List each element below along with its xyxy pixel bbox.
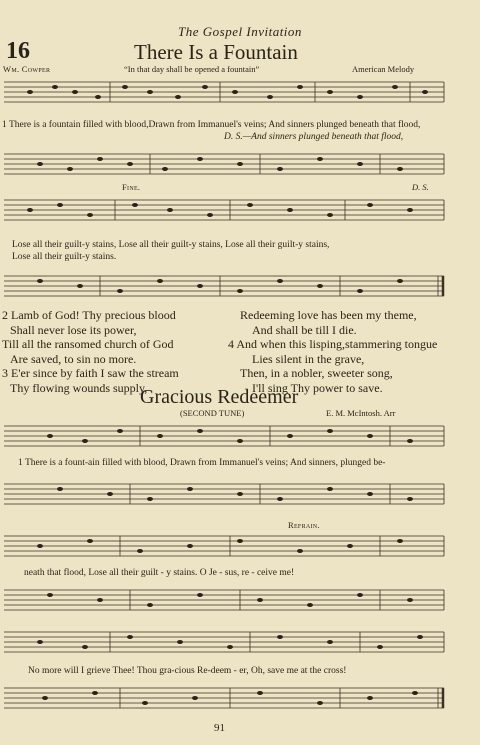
lyric-line: No more will I grieve Thee! Thou gra-cious Re-deem - er, Oh, save me at the cross!	[28, 666, 347, 676]
refrain-marking: Refrain.	[288, 520, 320, 530]
music-staff	[0, 472, 448, 518]
lyric-line: 1 There is a fountain filled with blood,Drawn from Immanuel's veins; And sinners plunged beneath that flood,	[2, 120, 421, 130]
lyric-line: neath that flood, Lose all their guilt - y stains. O Je - sus, re - ceive me!	[24, 568, 295, 578]
hymn-subtitle: (SECOND TUNE)	[180, 408, 245, 418]
verse-line: Thy flowing wounds supply,	[10, 380, 148, 395]
hymn-title: There Is a Fountain	[134, 40, 298, 64]
verses-left	[2, 308, 179, 395]
music-staff	[0, 142, 448, 184]
hymn-number: 16	[6, 38, 30, 64]
hymn-title: Gracious Redeemer	[140, 386, 299, 408]
music-staff	[0, 526, 448, 568]
hymn-composer: E. M. McIntosh. Arr	[326, 408, 396, 418]
music-staff	[0, 190, 448, 236]
music-staff	[0, 414, 448, 456]
music-staff	[0, 76, 448, 118]
verse-line: 3 E'er since by faith I saw the stream	[2, 366, 179, 380]
music-staff	[0, 264, 448, 306]
hymn-composer: American Melody	[352, 64, 415, 74]
refrain-lyric: Lose all their guilt-y stains, Lose all their guilt-y stains, Lose all their guilt-y stains,	[12, 240, 330, 250]
hymn-author: Wm. Cowper	[3, 64, 51, 74]
verse-line: Then, in a nobler, sweeter song,	[240, 366, 393, 380]
running-head: The Gospel Invitation	[178, 24, 302, 39]
lyric-line-ds: D. S.—And sinners plunged beneath that flood,	[224, 132, 404, 142]
verses-right	[228, 308, 437, 395]
verse-line: Till all the ransomed church of God	[2, 337, 174, 351]
music-staff	[0, 680, 448, 720]
verse-line: Lies silent in the grave,	[252, 351, 365, 366]
page-number: 91	[214, 722, 225, 734]
verse-line: And shall be till I die.	[252, 322, 357, 337]
ds-marking: D. S.	[412, 182, 429, 192]
verse-line: Redeeming love has been my theme,	[240, 308, 417, 322]
verse-line: Are saved, to sin no more.	[10, 351, 137, 366]
lyric-line: 1 There is a fount-ain filled with blood, Drawn from Immanuel's veins; And sinners, plunged be-	[18, 458, 386, 468]
music-staff	[0, 580, 448, 620]
music-staff	[0, 622, 448, 666]
verse-line: 4 And when this lisping,stammering tongue	[228, 337, 438, 351]
fine-marking: Fine.	[122, 182, 141, 192]
hymn-epigraph: “In that day shall be opened a fountain”	[124, 64, 260, 74]
refrain-lyric: Lose all their guilt-y stains.	[12, 252, 117, 262]
verse-line: Shall never lose its power,	[10, 322, 137, 337]
verse-line: 2 Lamb of God! Thy precious blood	[2, 308, 176, 322]
verse-line: I'll sing Thy power to save.	[252, 380, 383, 395]
